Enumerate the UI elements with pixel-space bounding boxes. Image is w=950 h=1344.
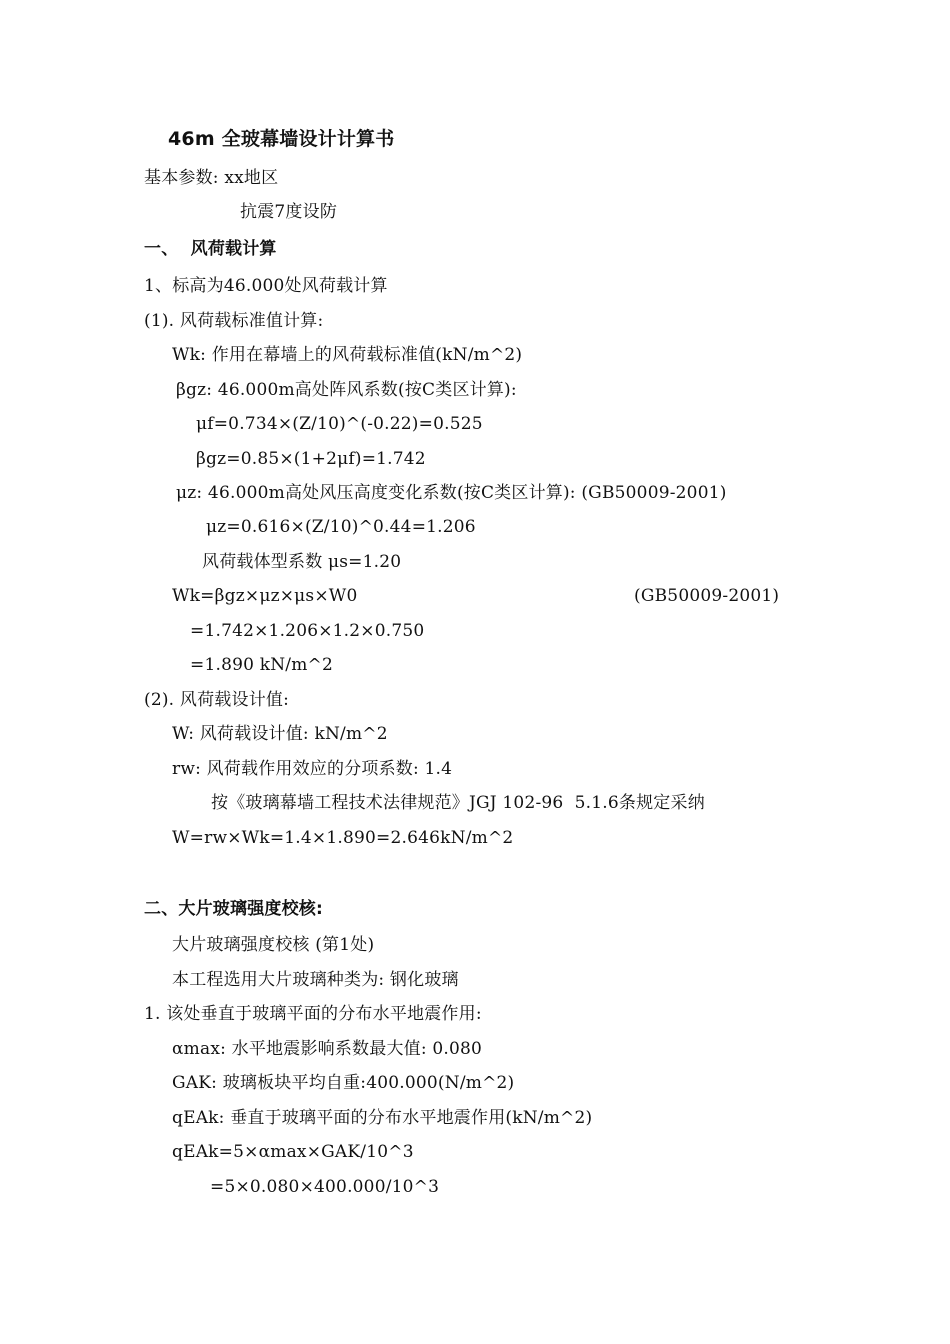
amax-definition: αmax: 水平地震影响系数最大值: 0.080 bbox=[172, 1039, 483, 1059]
bgz-definition: βgz: 46.000m高处阵风系数(按C类区计算): bbox=[176, 380, 517, 400]
document-title: 46m 全玻幕墙设计计算书 bbox=[168, 128, 395, 150]
spec-reference-line: 按《玻璃幕墙工程技术法律规范》JGJ 102-96 5.1.6条规定采纳 bbox=[211, 793, 705, 813]
muz-formula: μz=0.616×(Z/10)^0.44=1.206 bbox=[206, 517, 476, 537]
mus-line: 风荷载体型系数 μs=1.20 bbox=[202, 552, 402, 572]
gak-definition: GAK: 玻璃板块平均自重:400.000(N/m^2) bbox=[172, 1073, 515, 1093]
item1-line: 1. 该处垂直于玻璃平面的分布水平地震作用: bbox=[144, 1004, 482, 1024]
w-definition: W: 风荷载设计值: kN/m^2 bbox=[172, 724, 388, 744]
wk-result: =1.890 kN/m^2 bbox=[190, 655, 333, 675]
seismic-line: 抗震7度设防 bbox=[240, 202, 338, 222]
part2-label: (2). 风荷载设计值: bbox=[144, 690, 290, 710]
bgz-formula: βgz=0.85×(1+2μf)=1.742 bbox=[196, 449, 426, 469]
w-formula: W=rw×Wk=1.4×1.890=2.646kN/m^2 bbox=[172, 828, 514, 848]
qeak-substitution: =5×0.080×400.000/10^3 bbox=[210, 1177, 440, 1197]
section1-subheading: 1、标高为46.000处风荷载计算 bbox=[144, 276, 388, 296]
section1-heading: 一、 风荷载计算 bbox=[144, 239, 277, 259]
glass-check-label: 大片玻璃强度校核 (第1处) bbox=[172, 935, 375, 955]
wk-standard-reference: (GB50009-2001) bbox=[634, 586, 780, 606]
qeak-definition: qEAk: 垂直于玻璃平面的分布水平地震作用(kN/m^2) bbox=[172, 1108, 593, 1128]
wk-formula: Wk=βgz×μz×μs×W0 bbox=[172, 586, 358, 606]
wk-definition: Wk: 作用在幕墙上的风荷载标准值(kN/m^2) bbox=[172, 345, 523, 365]
muz-definition: μz: 46.000m高处风压高度变化系数(按C类区计算): (GB50009-2001) bbox=[176, 483, 727, 503]
part1-label: (1). 风荷载标准值计算: bbox=[144, 311, 324, 331]
section2-heading: 二、大片玻璃强度校核: bbox=[144, 899, 323, 919]
rw-definition: rw: 风荷载作用效应的分项系数: 1.4 bbox=[172, 759, 453, 779]
glass-type-line: 本工程选用大片玻璃种类为: 钢化玻璃 bbox=[172, 970, 459, 990]
wk-substitution: =1.742×1.206×1.2×0.750 bbox=[190, 621, 425, 641]
muf-formula: μf=0.734×(Z/10)^(-0.22)=0.525 bbox=[196, 414, 483, 434]
qeak-formula: qEAk=5×αmax×GAK/10^3 bbox=[172, 1142, 414, 1162]
basic-params-line: 基本参数: xx地区 bbox=[144, 168, 279, 188]
